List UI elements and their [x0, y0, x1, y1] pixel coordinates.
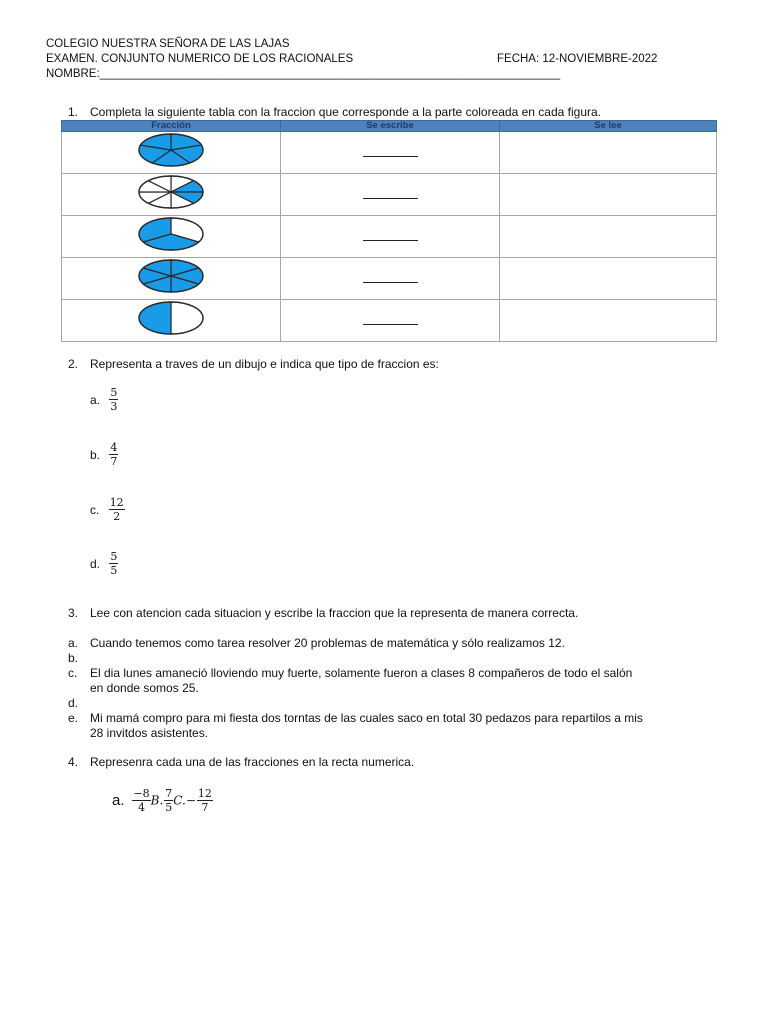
denominator: 5 [165, 801, 173, 814]
numerator: 7 [165, 787, 173, 800]
item-label: a. [112, 792, 125, 809]
q3-item-c-continued: en donde somos 25. [90, 681, 199, 695]
question-text: Represenra cada una de las fracciones en la recta numerica. [90, 755, 415, 769]
write-cell [281, 300, 500, 342]
answer-blank [363, 324, 418, 325]
q2-item-b [90, 441, 118, 468]
q2-item-c [90, 496, 125, 523]
column-header-write: Se escribe [281, 121, 500, 132]
exam-title: EXAMEN. CONJUNTO NUMERICO DE LOS RACIONALES [46, 53, 354, 65]
q2-item-d [90, 550, 118, 577]
numerator: 5 [110, 550, 118, 563]
item-label: b. [90, 447, 101, 462]
numerator: 12 [197, 787, 212, 800]
question-3 [68, 606, 578, 621]
write-cell [281, 174, 500, 216]
fraction-table [61, 120, 717, 342]
figure-cell [62, 300, 281, 342]
question-number: 1. [68, 105, 79, 119]
fraction [164, 787, 173, 814]
question-2 [68, 357, 439, 372]
pie-slice [171, 302, 203, 334]
write-cell [281, 132, 500, 174]
read-cell [500, 258, 717, 300]
pie-figure [137, 132, 205, 168]
read-cell [500, 300, 717, 342]
fraction [109, 441, 118, 468]
fraction [109, 550, 118, 577]
question-text: Representa a traves de un dibujo e indica que tipo de fraccion es: [90, 357, 439, 371]
pie-figure [137, 300, 205, 336]
item-label: c. [68, 666, 78, 680]
table-row [62, 132, 717, 174]
q3-item-a [68, 636, 565, 651]
student-name-line: NOMBRE:________________________________________________________________________ [46, 68, 561, 80]
fraction [132, 787, 150, 814]
pie-figure [137, 174, 205, 210]
exam-date: FECHA: 12-NOVIEMBRE-2022 [497, 53, 658, 65]
q3-item-d [68, 696, 90, 711]
fraction [109, 386, 118, 413]
fraction [197, 787, 213, 814]
pie-figure [137, 258, 205, 294]
answer-blank [363, 156, 418, 157]
figure-cell [62, 174, 281, 216]
table-row [62, 174, 717, 216]
question-1 [68, 105, 601, 120]
item-label: d. [90, 556, 101, 571]
question-text: Completa la siguiente tabla con la fraccion que corresponde a la parte coloreada en cada figura. [90, 105, 601, 119]
denominator: 3 [110, 400, 118, 413]
pie-slice [139, 302, 171, 334]
label-c: C.− [173, 793, 196, 808]
item-label: a. [68, 636, 79, 650]
item-label: d. [68, 696, 79, 710]
denominator: 5 [110, 564, 118, 577]
figure-cell [62, 216, 281, 258]
q3-item-c [68, 666, 632, 681]
question-4 [68, 755, 414, 770]
q3-item-e-continued: 28 invitdos asistentes. [90, 726, 209, 740]
write-cell [281, 216, 500, 258]
q3-item-e [68, 711, 643, 726]
label-b: B. [150, 793, 164, 808]
answer-blank [363, 198, 418, 199]
read-cell [500, 216, 717, 258]
write-cell [281, 258, 500, 300]
denominator: 2 [113, 510, 121, 523]
table-row [62, 216, 717, 258]
denominator: 7 [201, 801, 209, 814]
q2-item-a [90, 386, 118, 413]
question-text: Lee con atencion cada situacion y escribe la fraccion que la representa de manera correcta. [90, 606, 579, 620]
table-row [62, 300, 717, 342]
table-row [62, 258, 717, 300]
pie-figure [137, 216, 205, 252]
item-text: El dia lunes amaneció lloviendo muy fuerte, solamente fueron a clases 8 compañeros de todo el salón [90, 666, 633, 680]
item-label: e. [68, 711, 79, 725]
figure-cell [62, 132, 281, 174]
numerator: 12 [109, 496, 124, 509]
numerator: 4 [110, 441, 118, 454]
item-text: Mi mamá compro para mi fiesta dos torntas de las cuales saco en total 30 pedazos para repartilos a mis [90, 711, 643, 725]
school-name: COLEGIO NUESTRA SEÑORA DE LAS LAJAS [46, 38, 290, 50]
question-number: 2. [68, 357, 79, 371]
denominator: 7 [110, 455, 118, 468]
q4-fractions [112, 787, 213, 814]
column-header-read: Se lee [500, 121, 717, 132]
figure-cell [62, 258, 281, 300]
item-text: Cuando tenemos como tarea resolver 20 problemas de matemática y sólo realizamos 12. [90, 636, 565, 650]
answer-blank [363, 240, 418, 241]
denominator: 4 [138, 801, 146, 814]
item-label: c. [90, 502, 100, 517]
column-header-fraction: Fracción [62, 121, 281, 132]
answer-blank [363, 282, 418, 283]
read-cell [500, 174, 717, 216]
q3-item-b [68, 651, 90, 666]
numerator: 5 [110, 386, 118, 399]
question-number: 3. [68, 606, 79, 620]
fraction [109, 496, 125, 523]
numerator: −8 [133, 787, 150, 800]
question-number: 4. [68, 755, 79, 769]
item-label: a. [90, 392, 101, 407]
read-cell [500, 132, 717, 174]
item-label: b. [68, 651, 79, 665]
